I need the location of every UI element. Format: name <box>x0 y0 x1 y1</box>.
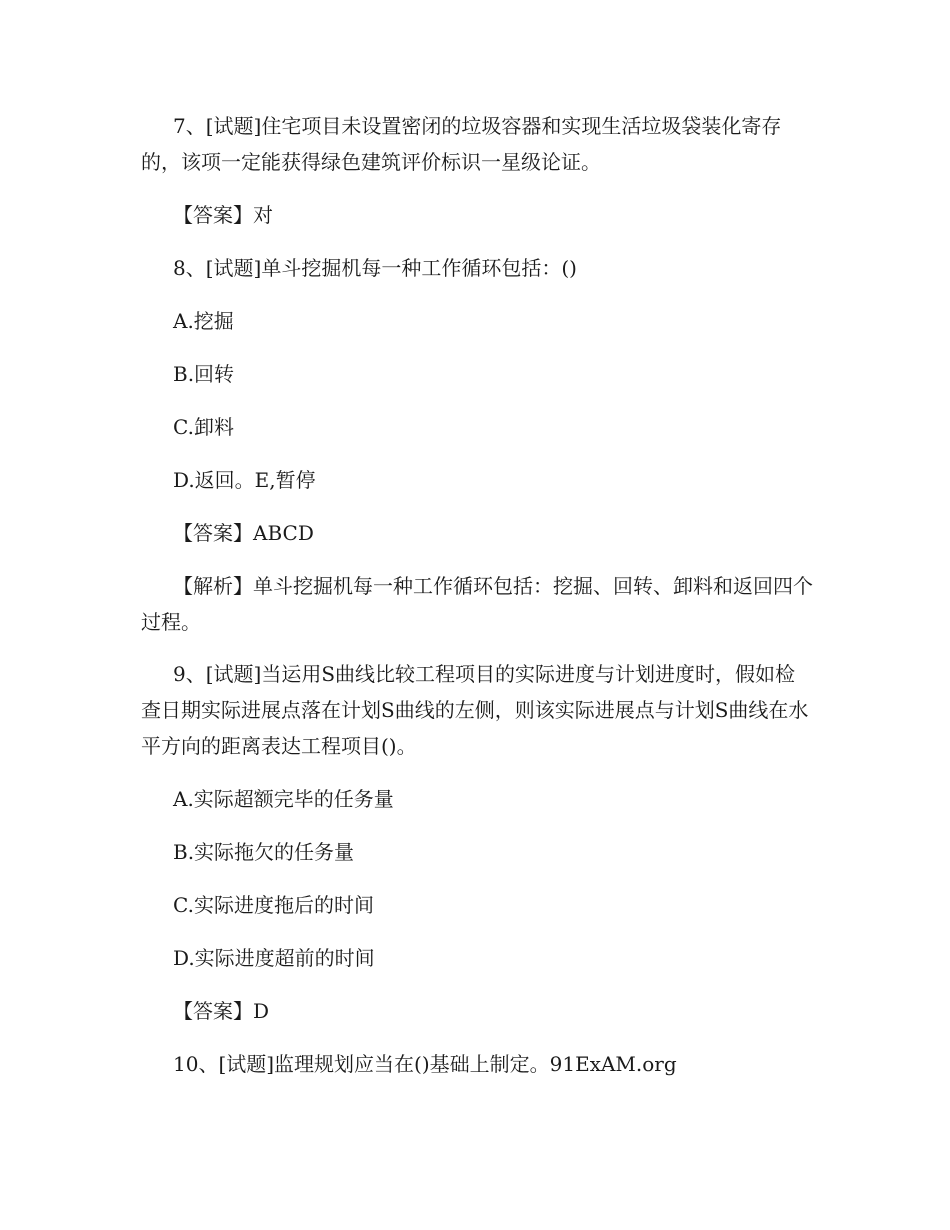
question-10: 10、[试题]监理规划应当在()基础上制定。91ExAM.org <box>173 1052 677 1076</box>
question-8: 8、[试题]单斗挖掘机每一种工作循环包括：() <box>173 256 577 280</box>
answer-9: 【答案】D <box>173 999 270 1023</box>
option-9-a: A.实际超额完毕的任务量 <box>173 787 394 811</box>
option-8-d: D.返回。E,暂停 <box>173 468 316 492</box>
analysis-8: 【解析】单斗挖掘机每一种工作循环包括：挖掘、回转、卸料和返回四个过程。 <box>141 574 813 634</box>
answer-8: 【答案】ABCD <box>173 521 314 545</box>
question-7: 7、[试题]住宅项目未设置密闭的垃圾容器和实现生活垃圾袋装化寄存的，该项一定能获得绿色建筑评价标识一星级论证。 <box>141 114 782 174</box>
option-9-b: B.实际拖欠的任务量 <box>173 840 355 864</box>
answer-7: 【答案】对 <box>173 203 273 227</box>
question-9: 9、[试题]当运用S曲线比较工程项目的实际进度与计划进度时，假如检查日期实际进展点落在计划S曲线的左侧，则该实际进展点与计划S曲线在水平方向的距离表达工程项目()。 <box>141 662 809 758</box>
document-body <box>141 108 813 1082</box>
option-8-a: A.挖掘 <box>173 309 234 333</box>
option-9-d: D.实际进度超前的时间 <box>173 946 375 970</box>
option-8-c: C.卸料 <box>173 415 234 439</box>
option-8-b: B.回转 <box>173 362 235 386</box>
option-9-c: C.实际进度拖后的时间 <box>173 893 374 917</box>
